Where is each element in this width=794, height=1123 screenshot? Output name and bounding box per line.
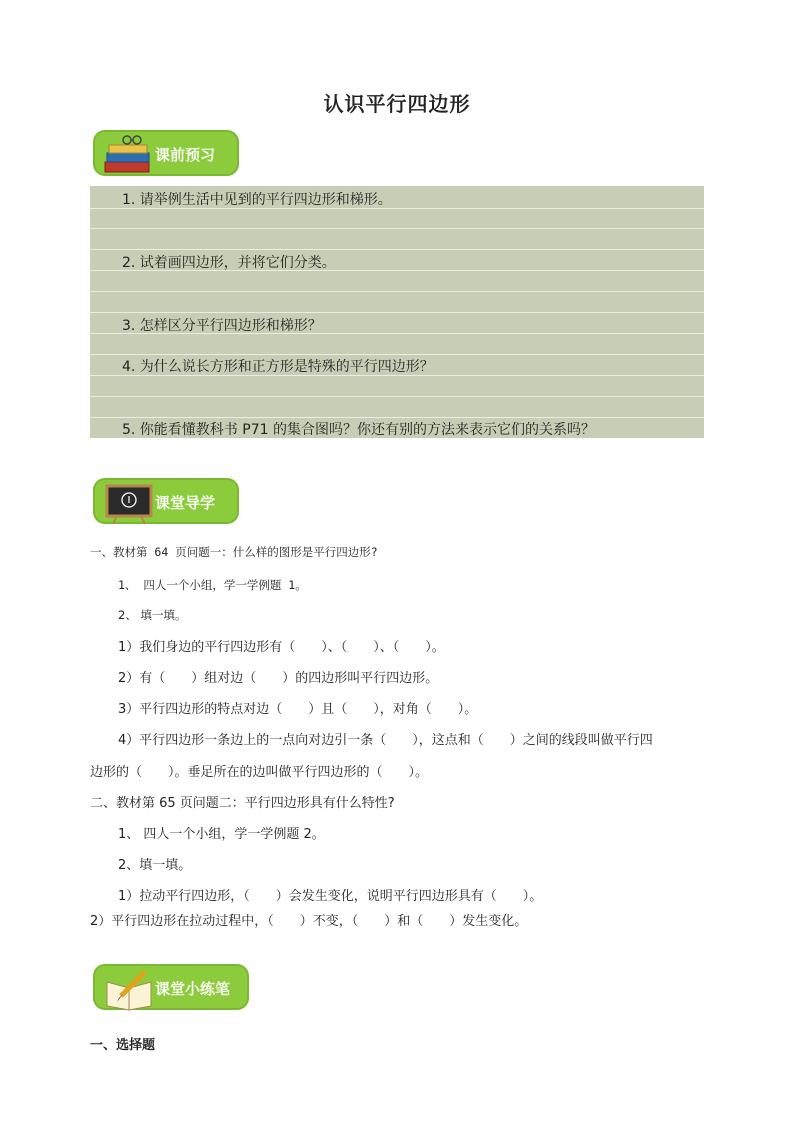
fill-item: 边形的（ ）。垂足所在的边叫做平行四边形的（ ）。 [90,765,429,780]
guide-item: 1、 四人一个小组，学一学例题 2。 [118,827,325,842]
preview-question: 4. 为什么说长方形和正方形是特殊的平行四边形？ [122,359,434,375]
notebook-pencil-icon [101,966,157,1012]
section-label: 课堂小练笔 [155,980,231,998]
section-banner-preview [93,130,239,176]
section-banner-practice [93,964,249,1010]
preview-question: 5. 你能看懂教科书 P71 的集合图吗？你还有别的方法来表示它们的关系吗？ [122,422,595,438]
preview-question: 2. 试着画四边形，并将它们分类。 [122,255,336,271]
part1-heading: 一、教材第 64 页问题一：什么样的图形是平行四边形? [90,545,378,559]
fill-item: 4）平行四边形一条边上的一点向对边引一条（ ），这点和（ ）之间的线段叫做平行四 [118,733,653,748]
practice-heading: 一、选择题 [90,1038,156,1053]
books-icon [101,132,157,178]
fill-item: 1）我们身边的平行四边形有（ ）、（ ）、（ ）。 [118,640,445,655]
page-title: 认识平行四边形 [323,92,471,116]
fill-item: 2）有（ ）组对边（ ）的四边形叫平行四边形。 [118,671,439,686]
preview-question: 3. 怎样区分平行四边形和梯形？ [122,318,322,334]
blackboard-icon [101,480,157,526]
preview-box [90,186,704,438]
section-label: 课前预习 [155,146,216,164]
section-banner-guide [93,478,239,524]
fill-item: 3）平行四边形的特点对边（ ）且（ ），对角（ ）。 [118,702,478,717]
guide-item: 1、 四人一个小组，学一学例题 1。 [118,578,307,592]
fill-item: 1）拉动平行四边形，（ ）会发生变化，说明平行四边形具有（ ）。 [118,889,543,904]
guide-item: 2、 填一填。 [118,608,187,622]
part2-heading: 二、教材第 65 页问题二：平行四边形具有什么特性? [90,796,395,811]
section-label: 课堂导学 [155,494,216,512]
preview-question: 1. 请举例生活中见到的平行四边形和梯形。 [122,192,392,208]
fill-item: 2）平行四边形在拉动过程中，（ ）不变，（ ）和（ ）发生变化。 [90,914,528,929]
guide-item: 2、填一填。 [118,858,192,873]
